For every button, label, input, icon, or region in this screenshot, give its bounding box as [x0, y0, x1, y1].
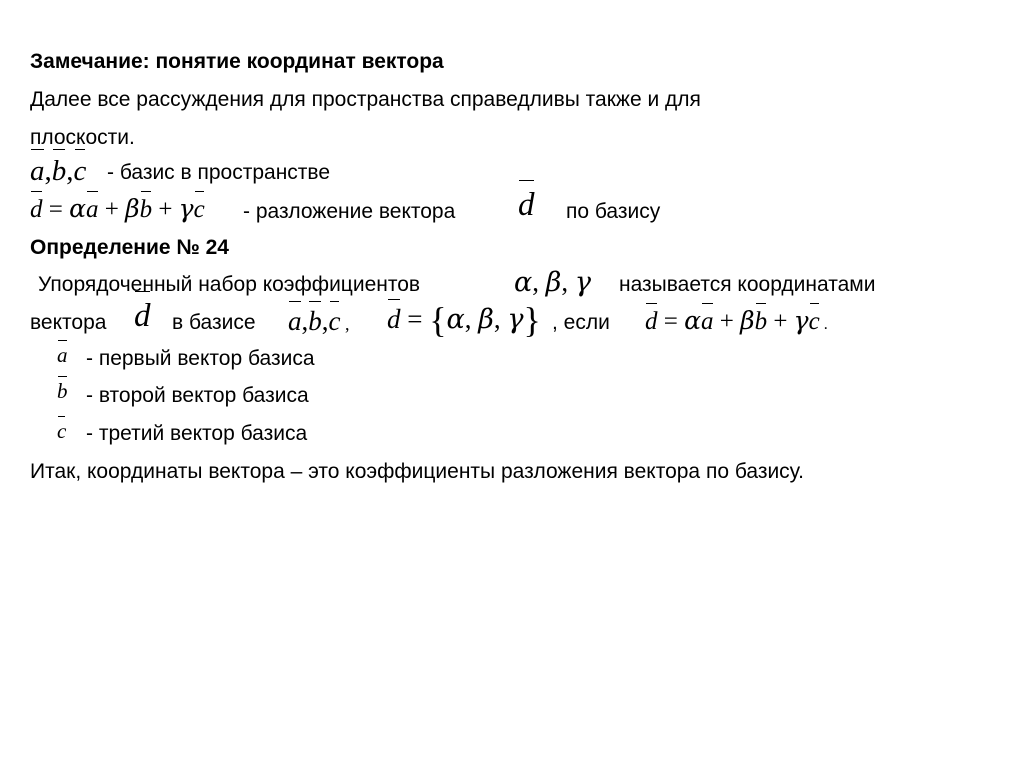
vector-b: b	[57, 379, 68, 403]
def-decomposition-formula: d = αa + βb + γc .	[645, 306, 828, 335]
def-in-basis: в базисе	[172, 311, 256, 334]
def-part2: называется координатами	[619, 273, 876, 296]
intro-line-1: Далее все рассуждения для пространства справедливы также и для	[30, 88, 701, 111]
vector-a: a	[57, 343, 68, 367]
first-vector: - первый вектор базиса	[86, 347, 315, 370]
vector-d: d	[518, 187, 535, 223]
second-vector: - второй вектор базиса	[86, 384, 309, 407]
vector-c: c	[57, 419, 67, 443]
def-if: , если	[552, 311, 610, 334]
def-part1: Упорядоченный набор коэффициентов	[38, 273, 421, 296]
conclusion: Итак, координаты вектора – это коэффициенты разложения вектора по базису.	[30, 460, 804, 483]
intro-line-2: плоскости.	[30, 126, 135, 149]
basis-caption: - базис в пространстве	[107, 161, 331, 184]
decomposition-formula: d = αa + βb + γc	[30, 194, 205, 223]
heading: Замечание: понятие координат вектора	[30, 50, 444, 73]
by-basis: по базису	[566, 200, 661, 223]
def-vector-word: вектора	[30, 311, 107, 334]
coefficients-formula: α, β, γ	[514, 267, 591, 298]
basis-formula: a,b,c	[30, 155, 87, 187]
definition-title: Определение № 24	[30, 236, 229, 259]
def-basis-formula: a,b,c ,	[288, 306, 350, 336]
coordinates-formula: d = {α, β, γ}	[387, 300, 541, 340]
def-vector-d: d	[134, 298, 151, 334]
third-vector: - третий вектор базиса	[86, 422, 308, 445]
decomposition-caption: - разложение вектора	[243, 200, 456, 223]
